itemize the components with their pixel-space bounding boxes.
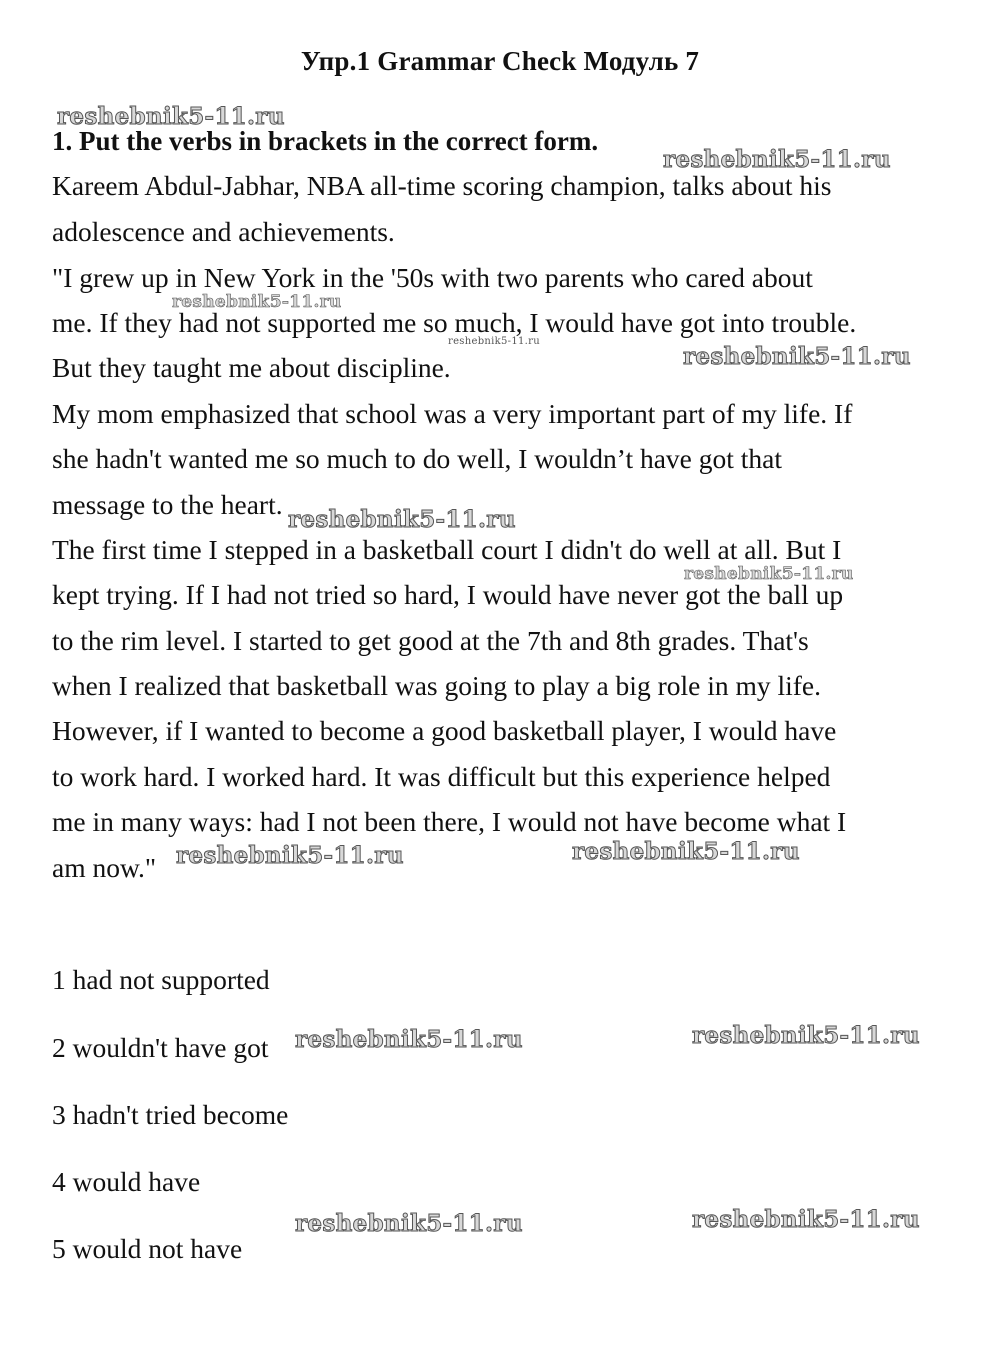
- watermark: reshebnik5-11.ru: [57, 103, 285, 130]
- text-line: am now.": [52, 852, 157, 883]
- watermark: reshebnik5-11.ru: [288, 506, 516, 533]
- text-line: However, if I wanted to become a good basketball player, I would have: [52, 715, 837, 746]
- watermark: reshebnik5-11.ru: [176, 842, 404, 869]
- text-line: adolescence and achievements.: [52, 216, 395, 247]
- text-line: when I realized that basketball was going to play a big role in my life.: [52, 670, 822, 701]
- text-line: "I grew up in New York in the '50s with two parents who cared about: [52, 262, 813, 293]
- watermark: reshebnik5-11.ru: [295, 1026, 523, 1053]
- answer-item: 3 hadn't tried become: [52, 1099, 289, 1130]
- text-line: message to the heart.: [52, 489, 283, 520]
- text-line: But they taught me about discipline.: [52, 352, 451, 383]
- text-line: The first time I stepped in a basketball court I didn't do well at all. But I: [52, 534, 842, 565]
- text-line: me. If they had not supported me so much, I would have got into trouble.: [52, 307, 857, 338]
- text-line: she hadn't wanted me so much to do well, I wouldn’t have got that: [52, 443, 782, 474]
- watermark: reshebnik5-11.ru: [684, 564, 854, 584]
- text-line: to the rim level. I started to get good at the 7th and 8th grades. That's: [52, 625, 809, 656]
- answer-item: 1 had not supported: [52, 964, 270, 995]
- text-line: My mom emphasized that school was a very important part of my life. If: [52, 398, 853, 429]
- watermark: reshebnik5-11.ru: [663, 146, 891, 173]
- watermark: reshebnik5-11.ru: [692, 1022, 920, 1049]
- text-line: kept trying. If I had not tried so hard, I would have never got the ball up: [52, 579, 844, 610]
- watermark: reshebnik5-11.ru: [572, 838, 800, 865]
- answer-item: 4 would have: [52, 1166, 201, 1197]
- answer-item: 2 wouldn't have got: [52, 1032, 269, 1063]
- exercise-heading: 1. Put the verbs in brackets in the correct form.: [52, 126, 599, 156]
- text-line: to work hard. I worked hard. It was difficult but this experience helped: [52, 761, 831, 792]
- watermark: reshebnik5-11.ru: [692, 1206, 920, 1233]
- answer-item: 5 would not have: [52, 1233, 243, 1264]
- watermark: reshebnik5-11.ru: [172, 292, 342, 312]
- watermark: reshebnik5-11.ru: [448, 336, 540, 347]
- watermark: reshebnik5-11.ru: [295, 1210, 523, 1237]
- text-line: me in many ways: had I not been there, I would not have become what I: [52, 806, 847, 837]
- watermark: reshebnik5-11.ru: [683, 343, 911, 370]
- page-title: Упр.1 Grammar Check Модуль 7: [300, 46, 700, 76]
- text-line: Kareem Abdul-Jabhar, NBA all-time scoring champion, talks about his: [52, 170, 832, 201]
